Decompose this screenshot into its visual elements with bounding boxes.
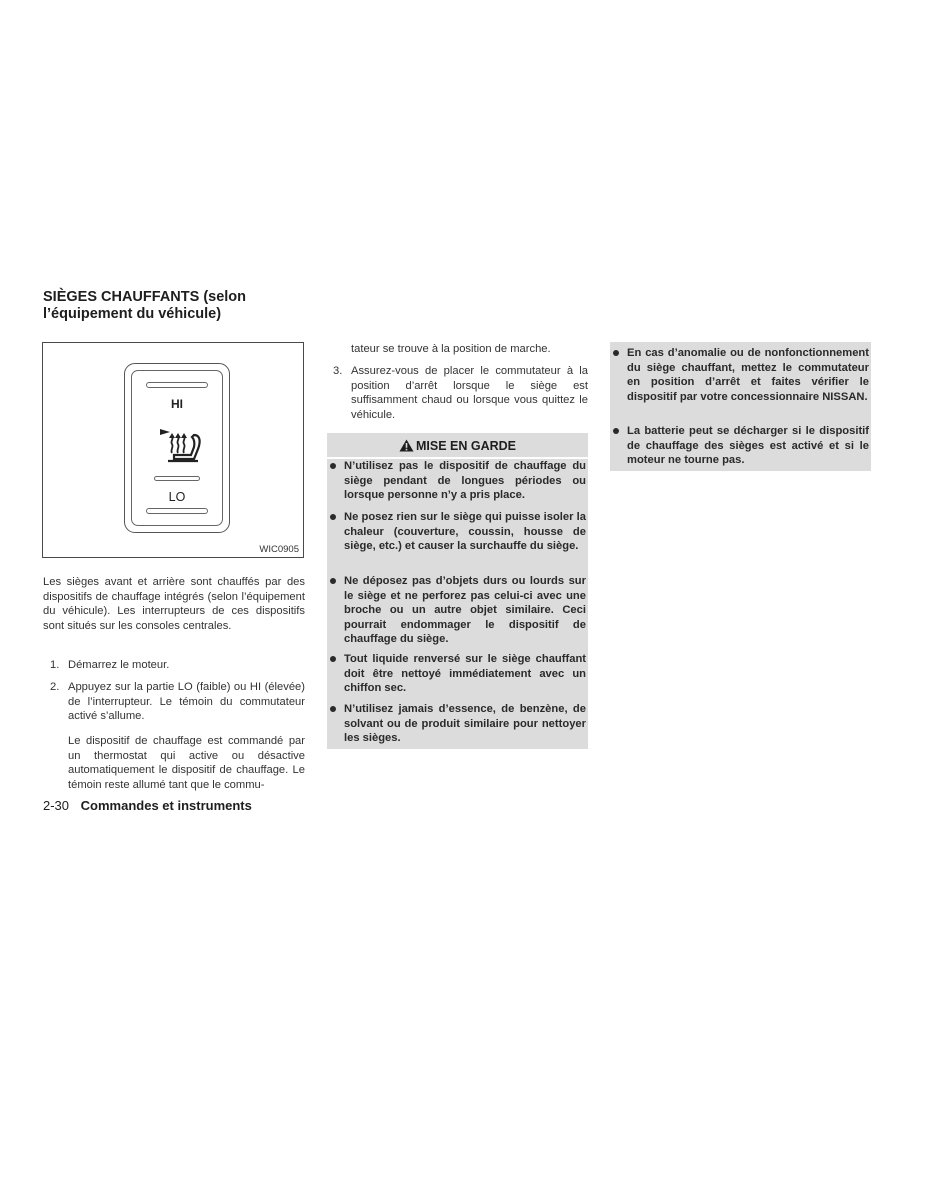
caution-item-text: Ne déposez pas d’objets durs ou lourds sur le siège et ne perforez pas celui-ci avec une broche ou un autre objet similaire. Ceci pourrait endommager le dispositif de chauffage du siège. — [344, 575, 586, 646]
step-2-continuation: Le dispositif de chauffage est commandé par un thermostat qui active ou désactive automatiquement le dispositif de chauffage. Le témoin reste allumé tant que le commu- — [68, 735, 305, 791]
heated-seat-icon — [154, 423, 208, 467]
caution-item-text: Tout liquide renversé sur le siège chauffant doit être nettoyé immédiatement avec un chiffon sec. — [344, 653, 586, 695]
step-number: 2. — [50, 681, 60, 693]
figure-code: WIC0905 — [259, 544, 299, 555]
hi-indicator-light — [146, 382, 208, 388]
bullet-icon — [330, 463, 336, 469]
warning-triangle-icon — [399, 439, 414, 452]
caution-item — [327, 702, 588, 746]
page-number: 2-30 — [43, 798, 70, 813]
hi-label: HI — [171, 397, 183, 411]
caution-heading-text: MISE EN GARDE — [415, 439, 516, 453]
chapter-title: Commandes et instruments — [80, 798, 252, 813]
caution-item — [327, 652, 588, 696]
caution-item-text: La batterie peut se décharger si le dispositif de chauffage des sièges est activé et si le moteur ne tourne pas. — [627, 425, 869, 467]
section-title-line-1: SIÈGES CHAUFFANTS (selon — [43, 289, 247, 305]
section-title — [43, 289, 313, 323]
caution-heading — [327, 436, 588, 456]
switch-bottom-slot — [146, 508, 208, 514]
caution-item-text: N’utilisez pas le dispositif de chauffage du siège pendant de longues périodes ou lorsque personne n’y a pris place. — [344, 460, 586, 502]
bullet-icon — [613, 350, 619, 356]
list-item — [327, 364, 588, 422]
bullet-icon — [330, 656, 336, 662]
intro-paragraph: Les sièges avant et arrière sont chauffés par des dispositifs de chauffage intégrés (selon l’équipement du véhicule). Les interrupteurs de ces dispositifs sont situés sur les consoles centrales. — [43, 576, 305, 632]
caution-item — [327, 510, 588, 554]
caution-item — [610, 424, 871, 468]
caution-item-text: N’utilisez jamais d’essence, de benzène, de solvant ou de produit similaire pour nettoyer les sièges. — [344, 703, 586, 745]
switch-rocker — [131, 370, 223, 526]
step-text: Démarrez le moteur. — [68, 659, 170, 671]
caution-item-text: Ne posez rien sur le siège qui puisse isoler la chaleur (couverture, coussin, housse de siège, etc.) et causer la surchauffe du siège. — [344, 511, 586, 553]
step-text: Assurez-vous de placer le commutateur à la position d’arrêt lorsque le siège est suffisamment chaud ou lorsque vous quittez le véhicule. — [351, 365, 588, 421]
lo-indicator-light — [154, 476, 200, 481]
caution-item — [327, 574, 588, 647]
page-footer — [43, 798, 252, 813]
step-number: 1. — [50, 659, 60, 671]
bullet-icon — [330, 706, 336, 712]
seat-heater-switch-figure — [42, 342, 304, 558]
caution-item-text: En cas d’anomalie ou de nonfonctionnement du siège chauffant, mettez le commutateur en position d’arrêt et faites vérifier le dispositif par votre concessionnaire NISSAN. — [627, 347, 869, 403]
caution-item — [610, 346, 871, 404]
bullet-icon — [613, 428, 619, 434]
caution-item — [327, 459, 588, 503]
step-number: 3. — [333, 365, 343, 377]
lo-label: LO — [168, 490, 186, 504]
list-item — [43, 680, 305, 724]
step-text: Appuyez sur la partie LO (faible) ou HI (élevée) de l’interrupteur. Le témoin du commutateur activé s’allume. — [68, 681, 305, 723]
list-item — [43, 658, 305, 673]
bullet-icon — [330, 514, 336, 520]
seat-heater-switch — [124, 363, 230, 533]
bullet-icon — [330, 578, 336, 584]
column-2-continuation: tateur se trouve à la position de marche. — [351, 343, 551, 355]
section-title-line-2: l’équipement du véhicule) — [43, 306, 222, 322]
